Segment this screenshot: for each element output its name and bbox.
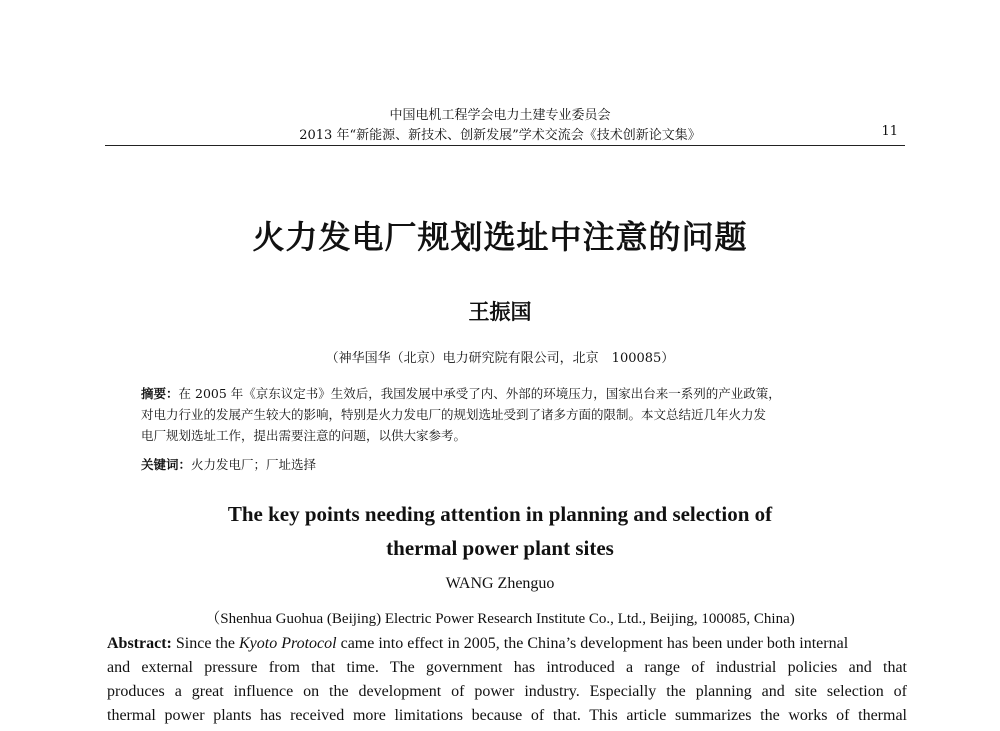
english-title-line: The key points needing attention in planning and selection of [227, 502, 773, 526]
chinese-keywords-label: 关键词： [141, 457, 192, 472]
english-affiliation: （Shenhua Guohua (Beijing) Electric Power Research Institute Co., Ltd., Beijing, 100085, China) [205, 611, 795, 627]
english-author: WANG Zhenguo [445, 575, 555, 592]
chinese-abstract [141, 383, 881, 446]
english-abstract-text: Since the [171, 635, 239, 652]
chinese-abstract-line [141, 383, 881, 404]
journal-header-organization: 中国电机工程学会电力土建专业委员会 [389, 108, 611, 123]
page-number: 11 [881, 124, 898, 139]
english-abstract-label: Abstract: [107, 635, 172, 652]
chinese-author: 王振国 [468, 300, 532, 324]
chinese-abstract-line: 对电力行业的发展产生较大的影响，特别是火力发电厂的规划选址受到了诸多方面的限制。本文总结近几年火力发 [141, 407, 767, 422]
chinese-affiliation: （神华国华（北京）电力研究院有限公司，北京 100085） [325, 351, 675, 366]
journal-header-proceedings: 2013 年“新能源、新技术、创新发展”学术交流会《技术创新论文集》 [299, 128, 701, 143]
chinese-abstract-line: 电厂规划选址工作，提出需要注意的问题，以供大家参考。 [141, 428, 467, 443]
english-abstract-line: and external pressure from that time. The government has introduced a range of industrial policies and that [107, 659, 907, 676]
chinese-abstract-text: 在 2005 年《京东议定书》生效后，我国发展中承受了内、外部的环境压力，国家出台来一系列的产业政策， [178, 386, 781, 401]
english-abstract-line [107, 632, 907, 656]
chinese-keywords-text: 火力发电厂；厂址选择 [191, 457, 317, 472]
chinese-abstract-label: 摘要： [141, 386, 179, 401]
chinese-keywords [141, 455, 881, 473]
english-abstract-line: produces a great influence on the development of power industry. Especially the planning and site selection of [107, 683, 907, 700]
english-title-line: thermal power plant sites [386, 536, 614, 560]
english-abstract [107, 632, 907, 728]
kyoto-protocol-italic: Kyoto Protocol [238, 635, 337, 652]
chinese-title: 火力发电厂规划选址中注意的问题 [252, 218, 748, 256]
english-abstract-line: thermal power plants has received more limitations because of that. This article summarizes the works of thermal [107, 707, 907, 724]
english-abstract-text: came into effect in 2005, the China’s development has been under both internal [336, 635, 849, 652]
header-rule [105, 145, 905, 146]
